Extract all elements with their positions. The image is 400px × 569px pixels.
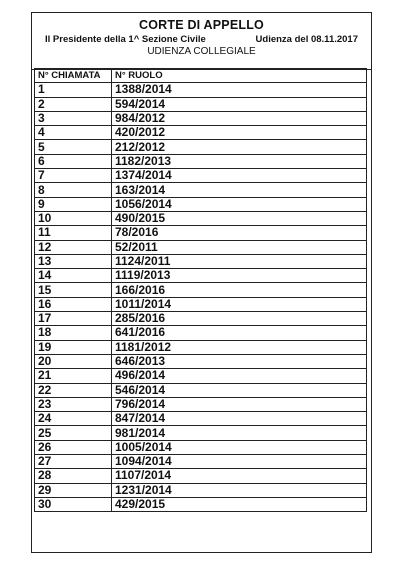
table-row	[35, 483, 367, 497]
docket-number-cell: 1388/2014	[112, 83, 367, 97]
table-row	[35, 83, 367, 97]
table-row	[35, 497, 367, 511]
call-number-cell: 23	[35, 397, 112, 411]
table-row	[35, 169, 367, 183]
table-row	[35, 440, 367, 454]
call-number-cell: 5	[35, 140, 112, 154]
table-row	[35, 126, 367, 140]
table-row	[35, 297, 367, 311]
docket-number-cell: 1182/2013	[112, 154, 367, 168]
call-number-cell: 20	[35, 354, 112, 368]
table-row	[35, 111, 367, 125]
docket-number-cell: 641/2016	[112, 326, 367, 340]
table-row	[35, 154, 367, 168]
docket-number-cell: 796/2014	[112, 397, 367, 411]
table-row	[35, 183, 367, 197]
docket-number-cell: 285/2016	[112, 312, 367, 326]
call-number-cell: 22	[35, 383, 112, 397]
table-row	[35, 354, 367, 368]
column-header-call-number: N° CHIAMATA	[35, 69, 112, 83]
call-number-cell: 3	[35, 111, 112, 125]
docket-number-cell: 1056/2014	[112, 197, 367, 211]
call-number-cell: 24	[35, 412, 112, 426]
call-number-cell: 7	[35, 169, 112, 183]
hearing-type: UDIENZA COLLEGIALE	[147, 46, 256, 57]
call-number-cell: 11	[35, 226, 112, 240]
table-row	[35, 254, 367, 268]
table-row	[35, 269, 367, 283]
docket-number-cell: 1011/2014	[112, 297, 367, 311]
docket-number-cell: 1374/2014	[112, 169, 367, 183]
hearing-date: Udienza del 08.11.2017	[255, 34, 358, 45]
call-number-cell: 17	[35, 312, 112, 326]
call-number-cell: 1	[35, 83, 112, 97]
call-number-cell: 14	[35, 269, 112, 283]
table-row	[35, 397, 367, 411]
hearing-list-table	[34, 68, 367, 512]
column-header-docket-number: N° RUOLO	[112, 69, 367, 83]
table-row	[35, 469, 367, 483]
docket-number-cell: 981/2014	[112, 426, 367, 440]
call-number-cell: 28	[35, 469, 112, 483]
table-row	[35, 97, 367, 111]
docket-number-cell: 546/2014	[112, 383, 367, 397]
call-number-cell: 30	[35, 497, 112, 511]
table-row	[35, 240, 367, 254]
docket-number-cell: 1231/2014	[112, 483, 367, 497]
table-row	[35, 197, 367, 211]
document-header	[31, 12, 372, 70]
docket-number-cell: 52/2011	[112, 240, 367, 254]
table-body	[35, 83, 367, 512]
call-number-cell: 25	[35, 426, 112, 440]
table-row	[35, 369, 367, 383]
call-number-cell: 26	[35, 440, 112, 454]
table-row	[35, 283, 367, 297]
table-row	[35, 340, 367, 354]
docket-number-cell: 429/2015	[112, 497, 367, 511]
docket-number-cell: 984/2012	[112, 111, 367, 125]
table-row	[35, 326, 367, 340]
docket-number-cell: 1005/2014	[112, 440, 367, 454]
docket-number-cell: 1181/2012	[112, 340, 367, 354]
table-row	[35, 412, 367, 426]
call-number-cell: 6	[35, 154, 112, 168]
docket-number-cell: 594/2014	[112, 97, 367, 111]
docket-number-cell: 1119/2013	[112, 269, 367, 283]
docket-number-cell: 212/2012	[112, 140, 367, 154]
table-row	[35, 226, 367, 240]
docket-number-cell: 163/2014	[112, 183, 367, 197]
court-title: CORTE DI APPELLO	[139, 18, 264, 32]
call-number-cell: 8	[35, 183, 112, 197]
call-number-cell: 19	[35, 340, 112, 354]
docket-number-cell: 420/2012	[112, 126, 367, 140]
table-header-row	[35, 69, 367, 83]
call-number-cell: 4	[35, 126, 112, 140]
docket-number-cell: 78/2016	[112, 226, 367, 240]
docket-number-cell: 496/2014	[112, 369, 367, 383]
call-number-cell: 2	[35, 97, 112, 111]
call-number-cell: 9	[35, 197, 112, 211]
call-number-cell: 18	[35, 326, 112, 340]
call-number-cell: 27	[35, 455, 112, 469]
call-number-cell: 21	[35, 369, 112, 383]
section-president: Il Presidente della 1^ Sezione Civile	[45, 34, 206, 45]
table-row	[35, 383, 367, 397]
table-row	[35, 426, 367, 440]
docket-number-cell: 1107/2014	[112, 469, 367, 483]
table-row	[35, 140, 367, 154]
table-row	[35, 211, 367, 225]
docket-number-cell: 847/2014	[112, 412, 367, 426]
docket-number-cell: 646/2013	[112, 354, 367, 368]
call-number-cell: 10	[35, 211, 112, 225]
call-number-cell: 16	[35, 297, 112, 311]
table-row	[35, 312, 367, 326]
docket-number-cell: 1124/2011	[112, 254, 367, 268]
docket-number-cell: 1094/2014	[112, 455, 367, 469]
docket-number-cell: 166/2016	[112, 283, 367, 297]
call-number-cell: 15	[35, 283, 112, 297]
call-number-cell: 29	[35, 483, 112, 497]
table-row	[35, 455, 367, 469]
call-number-cell: 12	[35, 240, 112, 254]
call-number-cell: 13	[35, 254, 112, 268]
docket-number-cell: 490/2015	[112, 211, 367, 225]
